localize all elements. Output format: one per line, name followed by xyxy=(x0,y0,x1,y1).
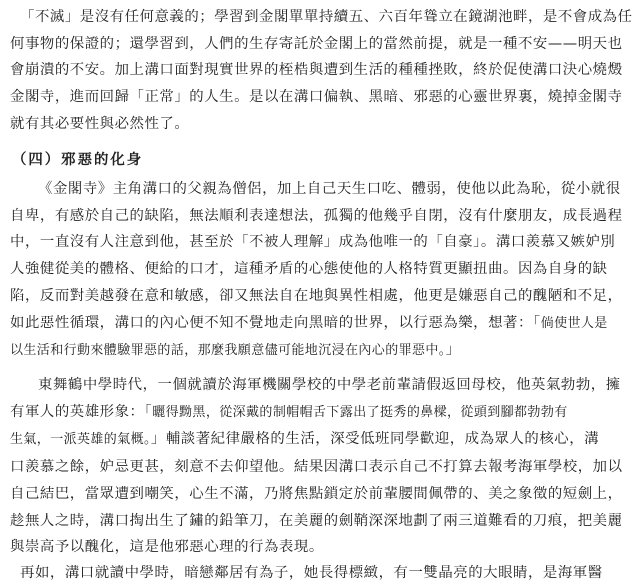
text-line xyxy=(10,310,608,338)
quote-fragment: 生氣，一派英雄的氣概。 xyxy=(10,432,151,448)
text-line: 趁無人之時，溝口掏出生了鏽的鉛筆刀，在美麗的劍鞘深深地劃了兩三道難看的刀痕，把美麗 xyxy=(10,512,623,529)
text-line: 《金閣寺》主角溝口的父親為僧侶，加上自己天生口吃、體弱，使他以此為恥，從小就很 xyxy=(38,181,621,197)
text-fragment: 有軍人的英雄形象：「 xyxy=(10,403,153,420)
text-line: 口羨慕之餘，妒忌更甚，刻意不去仰望他。結果因溝口表示自己不打算去報考海軍學校，加以 xyxy=(10,459,623,476)
text-line: 就有其必要性與必然性了。 xyxy=(10,115,190,132)
paragraph-1 xyxy=(10,176,623,365)
text-line: 「不滅」是沒有任何意義的；學習到金閣單單持續五、六百年聳立在鏡湖池畔，是不會成為任 xyxy=(20,9,633,25)
text-line: 金閣寺，進而回歸「正常」的人生。是以在溝口偏執、黑暗、邪惡的心靈世界裏，燒掉金閣寺 xyxy=(10,89,623,106)
text-line: 自卑，有感於自己的缺陷，無法順利表達想法，孤獨的他幾乎自閉，沒有什麼朋友，成長過程 xyxy=(10,207,623,224)
text-line: 與崇高予以醜化，這是他邪惡心理的行為表現。 xyxy=(10,539,324,556)
text-line: 東舞鶴中學時代，一個就讀於海軍機關學校的中學老前輩請假返回母校，他英氣勃勃，擁 xyxy=(38,377,621,393)
text-line xyxy=(10,426,600,454)
quote-fragment: 以生活和行動來體驗罪惡的話，那麼我願意儘可能地沉浸在內心的罪惡中。 xyxy=(10,343,446,359)
text-fragment: 」 xyxy=(445,342,461,359)
text-line: 何事物的保證的；還學習到，人們的生存寄託於金閣上的當然前提，就是一種不安——明天也 xyxy=(10,35,623,52)
text-line: 再如，溝口就讀中學時，暗戀鄰居有為子，她長得標緻，有一雙晶亮的大眼睛，是海軍醫 xyxy=(20,565,603,581)
text-line: 陷，反而對美越發在意和敏感，卻又無法自在地與異性相處，他更是嫌惡自己的醜陋和不足， xyxy=(10,287,623,304)
paragraph-3 xyxy=(10,560,603,587)
text-fragment: 」輔談著紀律嚴格的生活，深受低班同學歡迎，成為眾人的核心，溝 xyxy=(150,431,600,448)
text-line: 自己結巴，當眾遭到嘲笑，心生不滿，乃將焦點鎖定於前輩腰間佩帶的、美之象徵的短劍上， xyxy=(10,485,623,502)
quote-fragment: 倘使世人是 xyxy=(540,315,608,331)
section-heading: （四）邪惡的化身 xyxy=(12,152,144,168)
quote-fragment: 曬得黝黑，從深戴的制帽帽舌下露出了挺秀的鼻樑，從頭到腳都勃勃有 xyxy=(152,404,568,420)
paragraph-2 xyxy=(10,372,623,561)
text-line: 中，一直沒有人注意到他，甚至於「不被人理解」成為他唯一的「自豪」。溝口羨慕又嫉妒別 xyxy=(10,234,616,251)
text-line xyxy=(10,399,582,427)
text-line: 人強健從美的體格、便給的口才，這種矛盾的心態使他的人格特質更顯扭曲。因為自身的缺 xyxy=(10,261,608,278)
text-fragment: 如此惡性循環，溝口的內心便不知不覺地走向黑暗的世界，以行惡為樂，想著：「 xyxy=(10,314,541,331)
text-line xyxy=(10,337,582,365)
text-line: 會崩潰的不安。加上溝口面對現實世界的桎梏與遭到生活的種種挫敗，終於促使溝口決心燒燬 xyxy=(10,62,623,79)
intro-paragraph xyxy=(10,4,633,138)
